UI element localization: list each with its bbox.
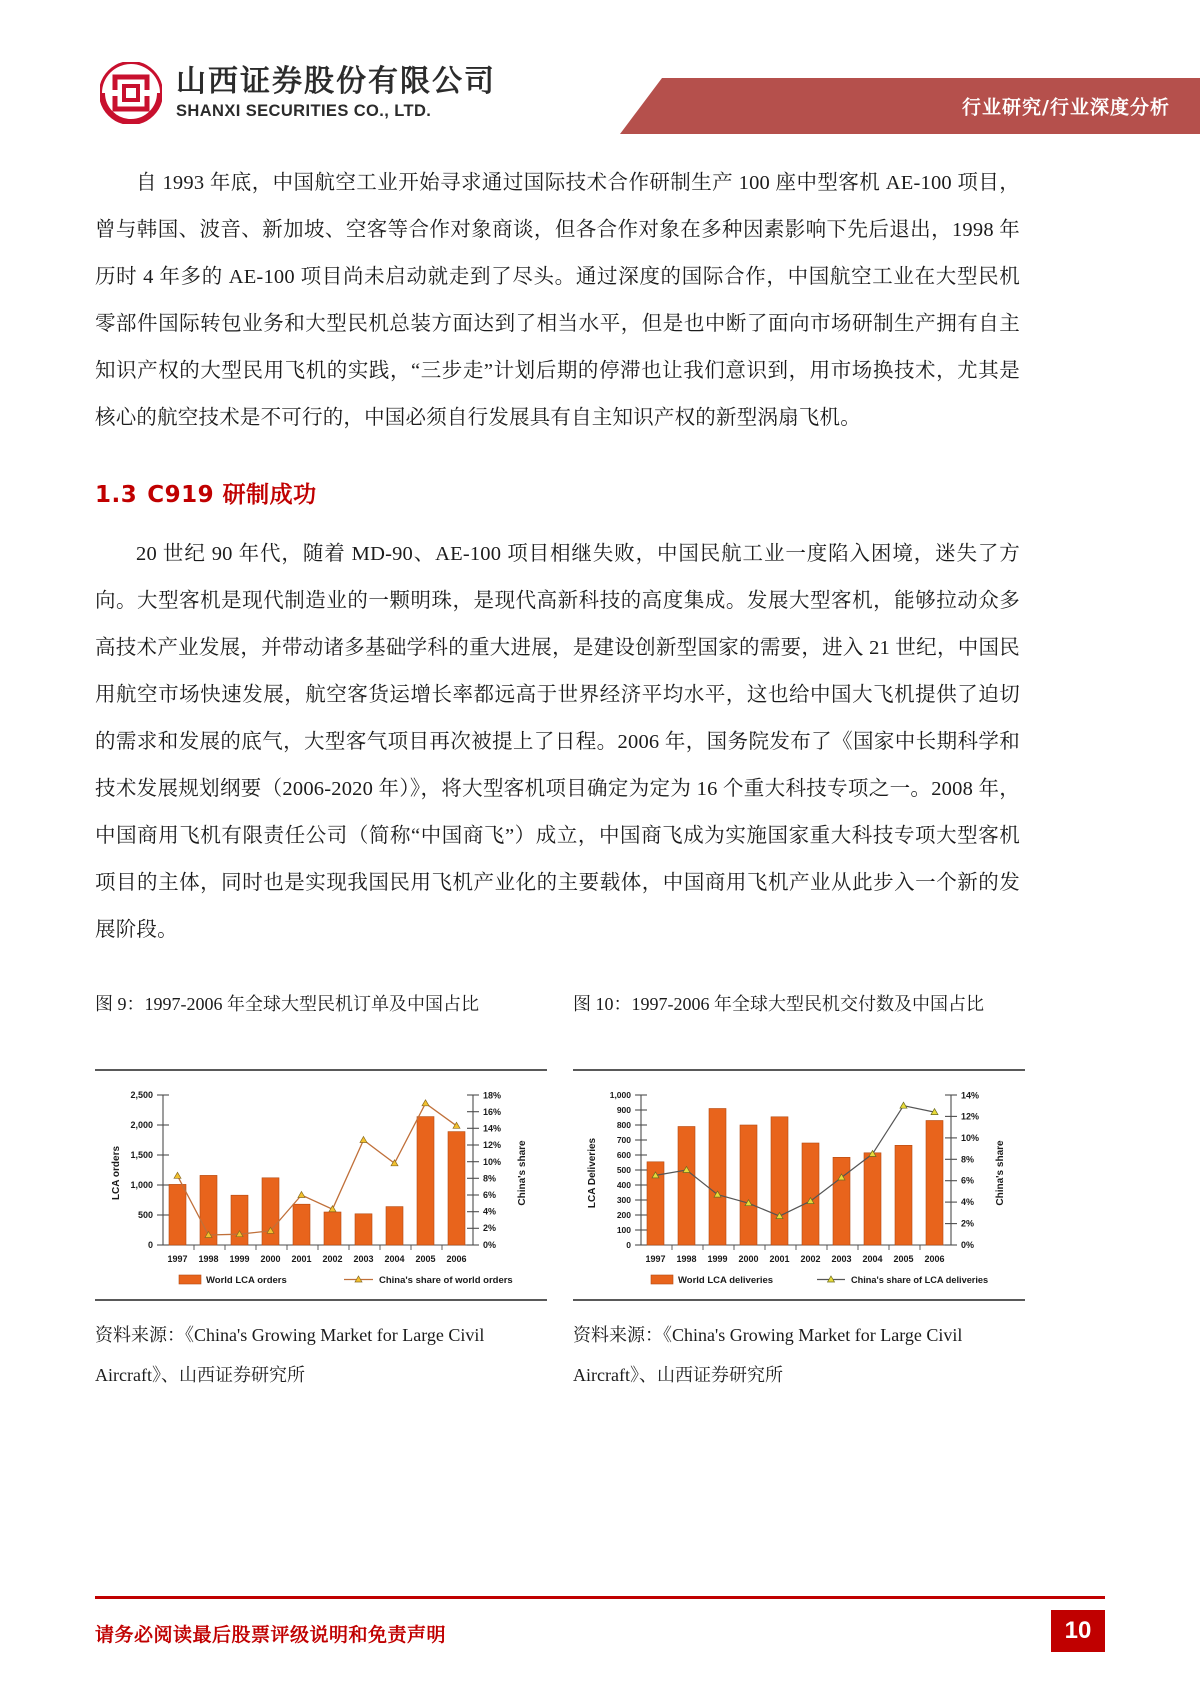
svg-text:China's share: China's share [995,1140,1006,1206]
report-type-banner [620,78,1200,134]
page-header [0,0,1200,150]
svg-text:1,000: 1,000 [609,1090,631,1100]
svg-text:2%: 2% [483,1223,497,1233]
svg-text:14%: 14% [483,1123,502,1134]
report-type-label: 行业研究/行业深度分析 [962,96,1170,119]
svg-text:1997: 1997 [167,1254,188,1264]
paragraph-ae100-history: 自 1993 年底，中国航空工业开始寻求通过国际技术合作研制生产 100 座中型客机 AE-100 项目，曾与韩国、波音、新加坡、空客等合作对象商谈，但各合作对象在多种因素影响下先后退出，1998 年历时 4 年多的 AE-100 项目尚未启动就走到了尽头。通过深度的国际合作，中国航空工业在大型民机零部件国际转包业务和大型民机总装方面达到了相当水平，但是也中断了面向市场研制生产拥有自主知识产权的大型民用飞机的实践，“三步走”计划后期的停滞也让我们意识到，用市场换技术，尤其是核心的航空技术是不可行的，中国必须自行发展具有自主知识产权的新型涡扇飞机。 [95,172,1020,429]
figures-row [95,985,1025,1395]
svg-text:2,000: 2,000 [130,1120,153,1130]
svg-text:4%: 4% [483,1206,497,1217]
figure-10-title: 图 10：1997-2006 年全球大型民机交付数及中国占比 [573,994,984,1014]
svg-text:2004: 2004 [862,1254,883,1264]
document-body [95,160,1020,954]
section-number: 1.3 [95,482,138,508]
figure-9-chart-frame [95,1069,547,1301]
figure-10-chart [579,1081,1019,1291]
svg-text:100: 100 [616,1225,631,1235]
figure-9-title: 图 9：1997-2006 年全球大型民机订单及中国占比 [95,994,479,1014]
company-name-cn: 山西证券股份有限公司 [176,63,496,99]
svg-text:World LCA deliveries: World LCA deliveries [678,1275,774,1286]
page-number-badge: 10 [1051,1610,1105,1652]
figure-9 [95,985,547,1395]
svg-text:300: 300 [616,1195,631,1205]
svg-text:200: 200 [616,1210,631,1220]
company-name-en: SHANXI SECURITIES CO., LTD. [176,101,432,120]
svg-text:China's share of world orders: China's share of world orders [379,1275,513,1286]
svg-text:400: 400 [616,1180,631,1190]
company-logo [100,62,496,124]
svg-text:1998: 1998 [676,1254,697,1264]
svg-text:China's share: China's share [517,1140,528,1206]
svg-text:500: 500 [616,1165,631,1175]
figure-9-chart [101,1081,541,1291]
svg-text:2003: 2003 [831,1254,852,1264]
svg-text:1,000: 1,000 [130,1180,153,1190]
svg-text:0%: 0% [483,1240,497,1250]
footer-divider [95,1596,1105,1599]
svg-text:500: 500 [137,1210,153,1220]
svg-text:2006: 2006 [446,1254,467,1264]
svg-text:18%: 18% [483,1090,502,1101]
svg-text:12%: 12% [483,1140,502,1150]
svg-text:14%: 14% [961,1090,980,1101]
svg-text:2002: 2002 [322,1254,343,1264]
svg-text:600: 600 [616,1150,631,1160]
svg-text:2000: 2000 [738,1254,759,1264]
figure-10-chart-frame [573,1069,1025,1301]
svg-text:2005: 2005 [415,1254,436,1264]
svg-text:10%: 10% [961,1133,980,1143]
svg-text:2001: 2001 [769,1254,790,1264]
svg-text:0: 0 [626,1240,631,1250]
svg-text:800: 800 [616,1120,631,1130]
svg-text:1999: 1999 [707,1254,728,1264]
svg-text:LCA Deliveries: LCA Deliveries [587,1137,598,1209]
section-heading-c919 [95,476,1020,509]
svg-text:2004: 2004 [384,1254,405,1264]
svg-text:0%: 0% [961,1240,975,1250]
svg-text:2001: 2001 [291,1254,312,1264]
section-title: C919 研制成功 [147,482,317,508]
svg-text:World LCA orders: World LCA orders [206,1275,287,1286]
svg-text:2005: 2005 [893,1254,914,1264]
figure-10-source: 资料来源：《China's Growing Market for Large Civil Aircraft》、山西证券研究所 [573,1325,963,1385]
svg-text:700: 700 [616,1135,631,1145]
svg-text:12%: 12% [961,1111,980,1122]
paragraph-c919-development: 20 世纪 90 年代，随着 MD-90、AE-100 项目相继失败，中国民航工业一度陷入困境，迷失了方向。大型客机是现代制造业的一颗明珠，是现代高新科技的高度集成。发展大型客机，能够拉动众多高技术产业发展，并带动诸多基础学科的重大进展，是建设创新型国家的需要，进入 21 世纪，中国民用航空市场快速发展，航空客货运增长率都远高于世界经济平均水平，这也给中国大飞机提供了迫切的需求和发展的底气，大型客气项目再次被提上了日程。2006 年，国务院发布了《国家中长期科学和技术发展规划纲要（2006-2020 年）》，将大型客机项目确定为定为 16 个重大科技专项之一。2008 年，中国商用飞机有限责任公司（简称“中国商飞”）成立，中国商飞成为实施国家重大科技专项大型客机项目的主体，同时也是实现我国民用飞机产业化的主要载体，中国商用飞机产业从此步入一个新的发展阶段。 [95,543,1020,941]
svg-text:8%: 8% [961,1154,975,1165]
svg-text:4%: 4% [961,1197,975,1208]
svg-text:1998: 1998 [198,1254,219,1264]
svg-text:6%: 6% [961,1175,975,1186]
svg-text:LCA orders: LCA orders [111,1145,122,1201]
svg-text:2002: 2002 [800,1254,821,1264]
svg-text:0: 0 [147,1240,153,1250]
shanxi-securities-logo-icon [100,62,162,124]
svg-text:2,500: 2,500 [130,1090,153,1100]
svg-text:2003: 2003 [353,1254,374,1264]
svg-text:16%: 16% [483,1107,502,1117]
svg-text:2006: 2006 [924,1254,945,1264]
svg-text:2000: 2000 [260,1254,281,1264]
svg-text:1997: 1997 [645,1254,666,1264]
svg-text:6%: 6% [483,1190,497,1200]
svg-text:8%: 8% [483,1173,497,1184]
figure-9-source: 资料来源：《China's Growing Market for Large Civil Aircraft》、山西证券研究所 [95,1325,485,1385]
svg-text:10%: 10% [483,1157,502,1167]
svg-text:China's share of LCA deliverie: China's share of LCA deliveries [851,1275,989,1285]
page-footer [0,1578,1200,1698]
footer-disclaimer: 请务必阅读最后股票评级说明和免责声明 [95,1624,447,1646]
svg-text:2%: 2% [961,1218,975,1229]
svg-text:1,500: 1,500 [130,1150,153,1160]
figure-10 [573,985,1025,1395]
svg-text:900: 900 [616,1105,631,1115]
svg-text:1999: 1999 [229,1254,250,1264]
